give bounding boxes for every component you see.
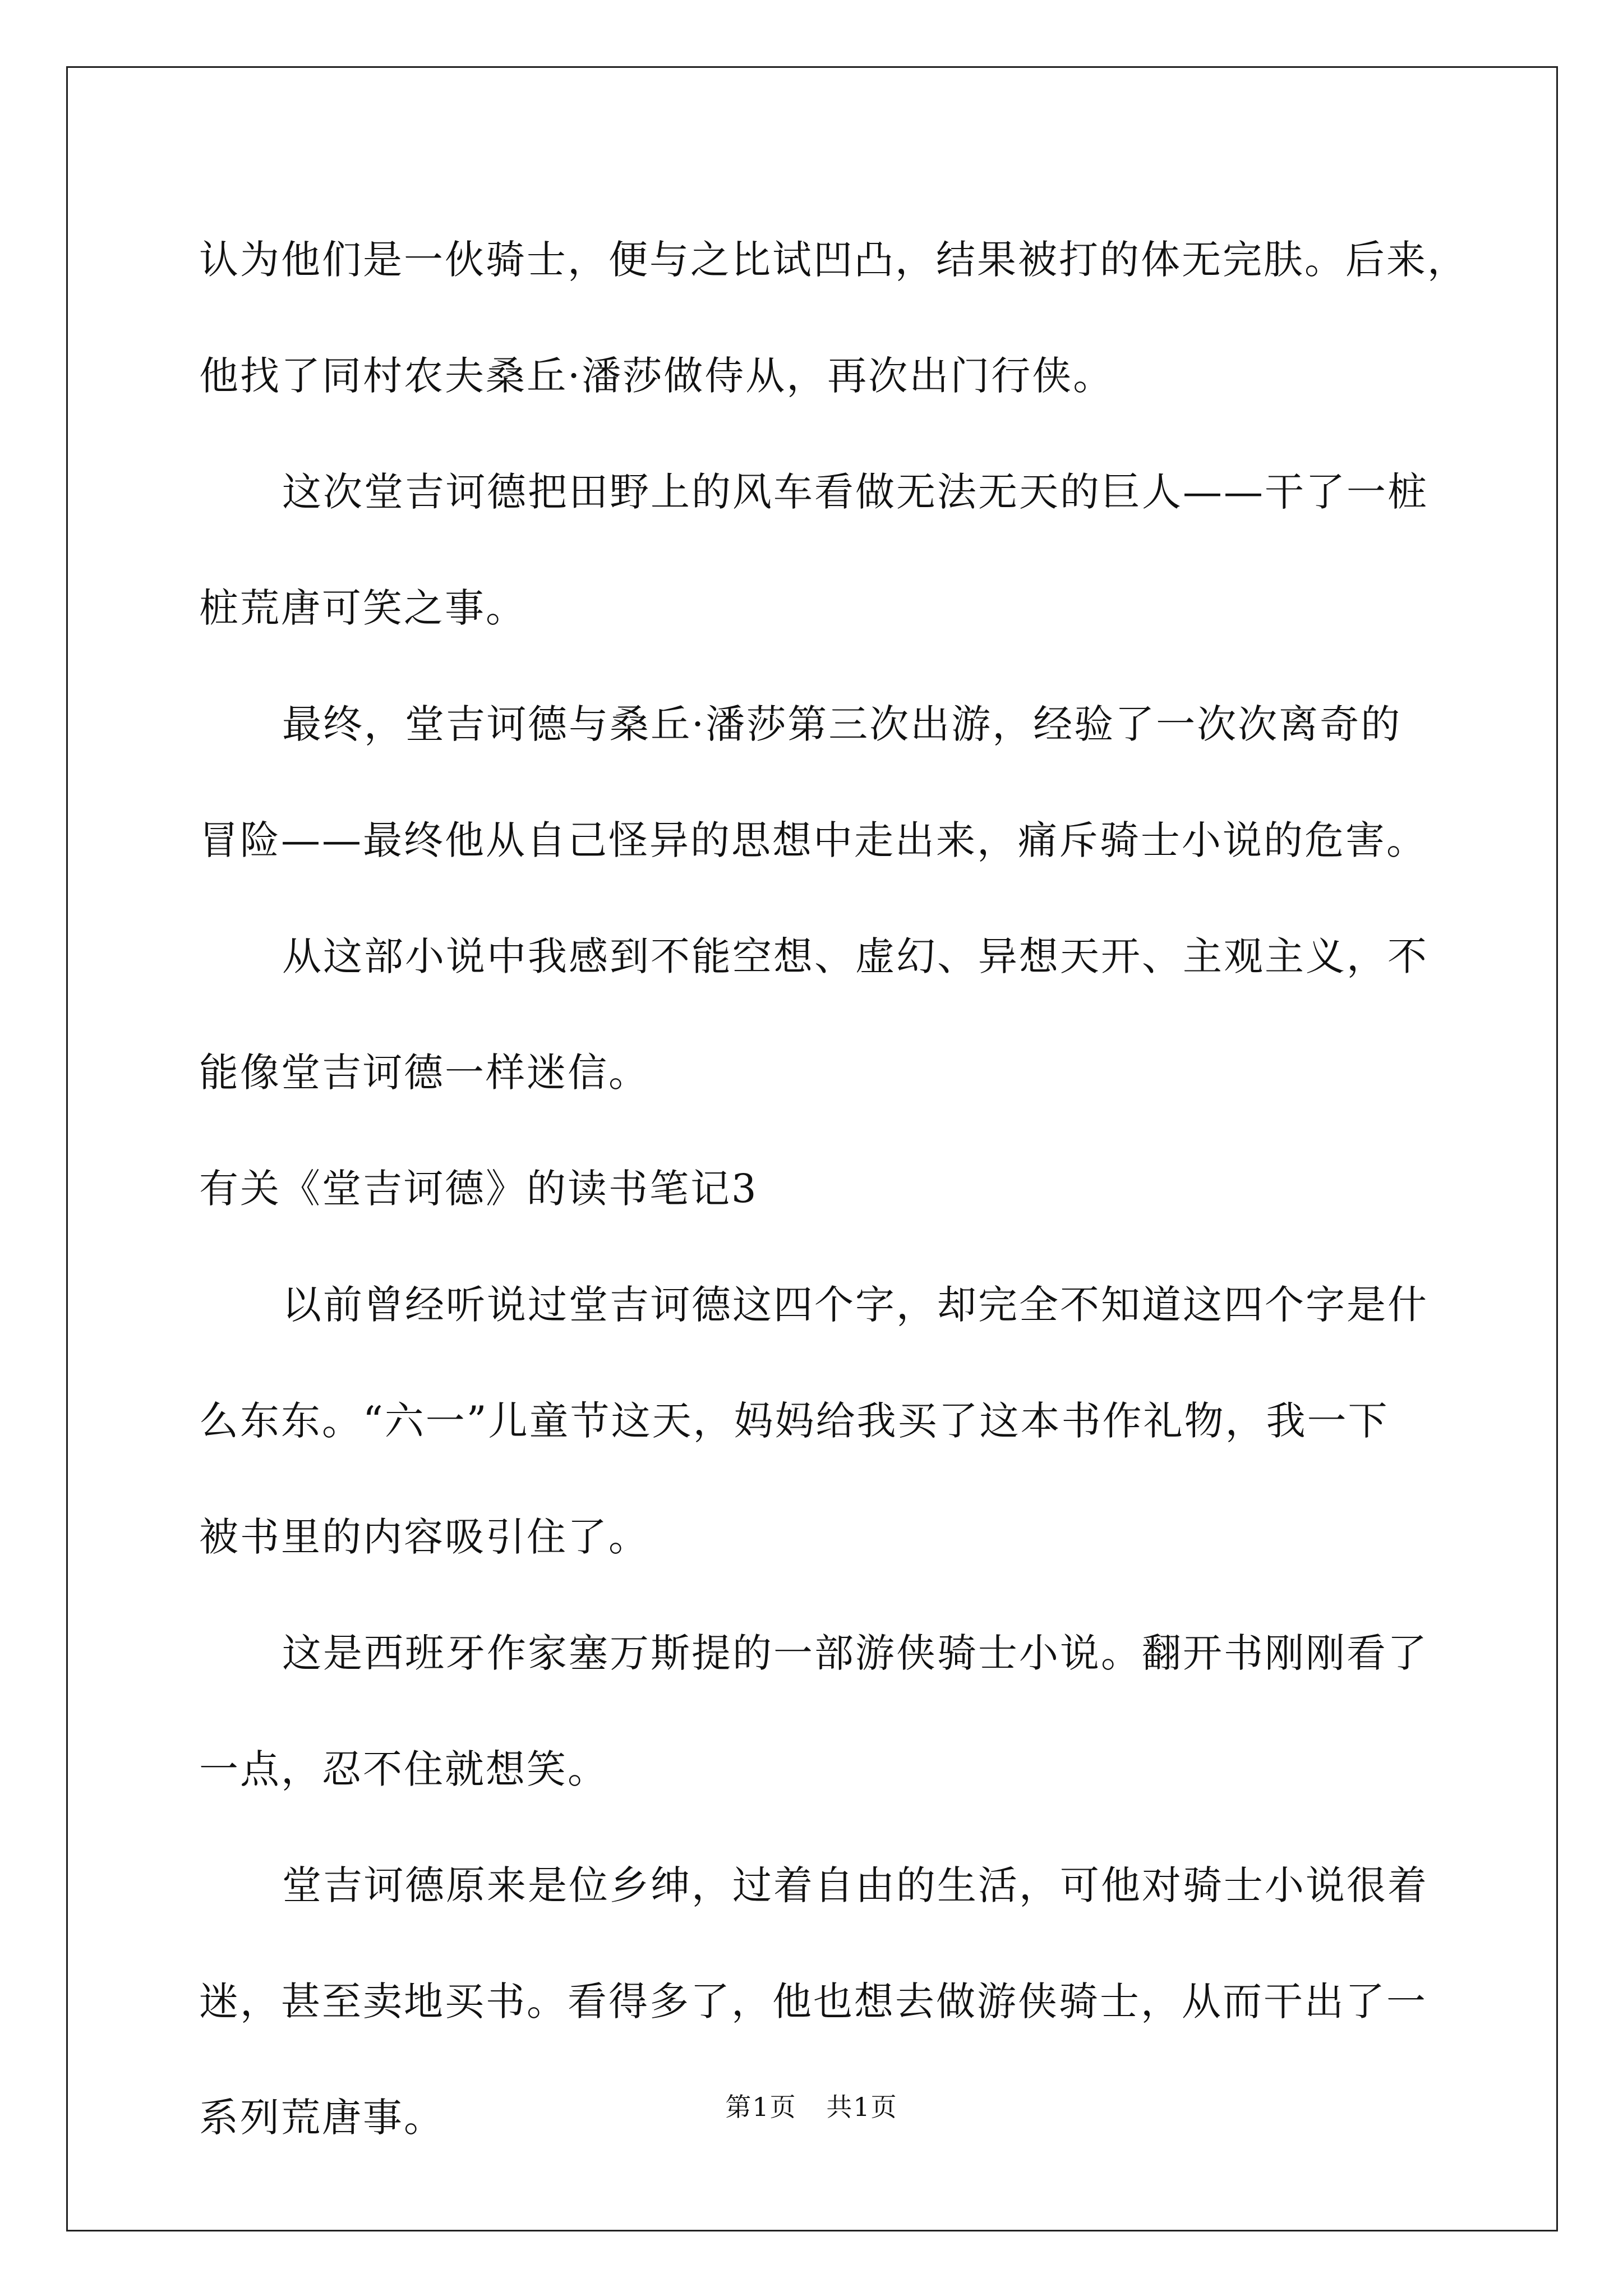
page-number-total: 共1页 — [826, 2092, 898, 2122]
section-heading: 有关《堂吉诃德》的读书笔记3 — [199, 1166, 758, 1212]
paragraph-start-line: 这是西班牙作家塞万斯提的一部游侠骑士小说。翻开书刚刚看了 — [282, 1630, 1428, 1676]
document-body — [199, 202, 1468, 2176]
paragraph-start-line: 从这部小说中我感到不能空想、虚幻、异想天开、主观主义，不 — [282, 933, 1428, 979]
text-line: 认为他们是一伙骑士，便与之比试凹凸，结果被打的体无完肤。后来， — [199, 237, 1468, 283]
page-footer — [0, 2087, 1623, 2124]
text-line: 么东东。“六一”儿童节这天，妈妈给我买了这本书作礼物，我一下 — [199, 1398, 1389, 1444]
text-line: 迷，甚至卖地买书。看得多了，他也想去做游侠骑士，从而干出了一 — [199, 1978, 1427, 2024]
paragraph-start-line: 最终，堂吉诃德与桑丘·潘莎第三次出游，经验了一次次离奇的 — [282, 701, 1402, 747]
text-line: 能像堂吉诃德一样迷信。 — [199, 1050, 649, 1096]
text-line: 系列荒唐事。 — [199, 2095, 445, 2141]
paragraph-start-line: 以前曾经听说过堂吉诃德这四个字，却完全不知道这四个字是什 — [282, 1282, 1428, 1328]
paragraph-start-line: 堂吉诃德原来是位乡绅，过着自由的生活，可他对骑士小说很着 — [282, 1862, 1428, 1908]
text-line: 被书里的内容吸引住了。 — [199, 1514, 649, 1560]
text-line: 桩荒唐可笑之事。 — [199, 585, 527, 631]
text-line: 冒险——最终他从自己怪异的思想中走出来，痛斥骑士小说的危害。 — [199, 817, 1427, 863]
text-line: 一点，忍不住就想笑。 — [199, 1746, 608, 1792]
paragraph-start-line: 这次堂吉诃德把田野上的风车看做无法无天的巨人——干了一桩 — [282, 469, 1428, 515]
page-number-current: 第1页 — [725, 2092, 797, 2122]
text-line: 他找了同村农夫桑丘·潘莎做侍从，再次出门行侠。 — [199, 353, 1114, 399]
